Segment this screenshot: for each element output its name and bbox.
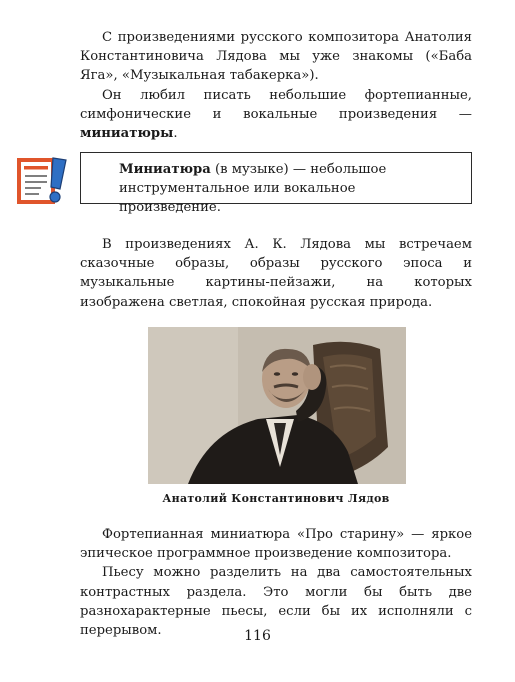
images-paragraph: В произведениях А. К. Лядова мы встречаем сказочные образы, образы русского эпоса и музыкальные картины-пейзажи, на которых изображена светлая, спокойная русская природа. <box>80 237 472 310</box>
intro-paragraph-1: С произведениями русского композитора Анатолия Константиновича Лядова мы уже знакомы («Баба Яга», «Музыкальная табакерка»). <box>80 30 472 84</box>
intro-paragraph-2 <box>80 86 472 144</box>
intro-paragraph-2-text: Он любил писать небольшие фортепианные, симфонические и вокальные произведения — <box>80 87 472 122</box>
piece-section <box>80 525 472 640</box>
piece-paragraph-2: Пьесу можно разделить на два самостоятельных контрастных раздела. Это могли бы быть две разнохарактерные пьесы, если бы их исполняли с перерывом. <box>80 565 472 639</box>
definition-term: Миниатюра <box>119 162 211 177</box>
definition-box <box>80 152 472 216</box>
composer-portrait <box>148 327 406 484</box>
piece-paragraph-1: Фортепианная миниатюра «Про старину» — яркое эпическое программное произведение композитора. <box>80 527 472 562</box>
notepad-exclamation-icon <box>17 156 69 206</box>
intro-paragraph-2-end: . <box>173 126 178 142</box>
page-number: 116 <box>244 628 271 644</box>
definition-text <box>119 160 459 218</box>
intro-section <box>80 28 472 143</box>
portrait-caption: Анатолий Константинович Лядов <box>162 492 390 505</box>
images-section <box>80 235 472 312</box>
definition-rest: (в музыке) — небольшое инструментальное или вокальное произведение. <box>119 162 387 216</box>
miniatures-term: миниатюры <box>80 126 174 142</box>
